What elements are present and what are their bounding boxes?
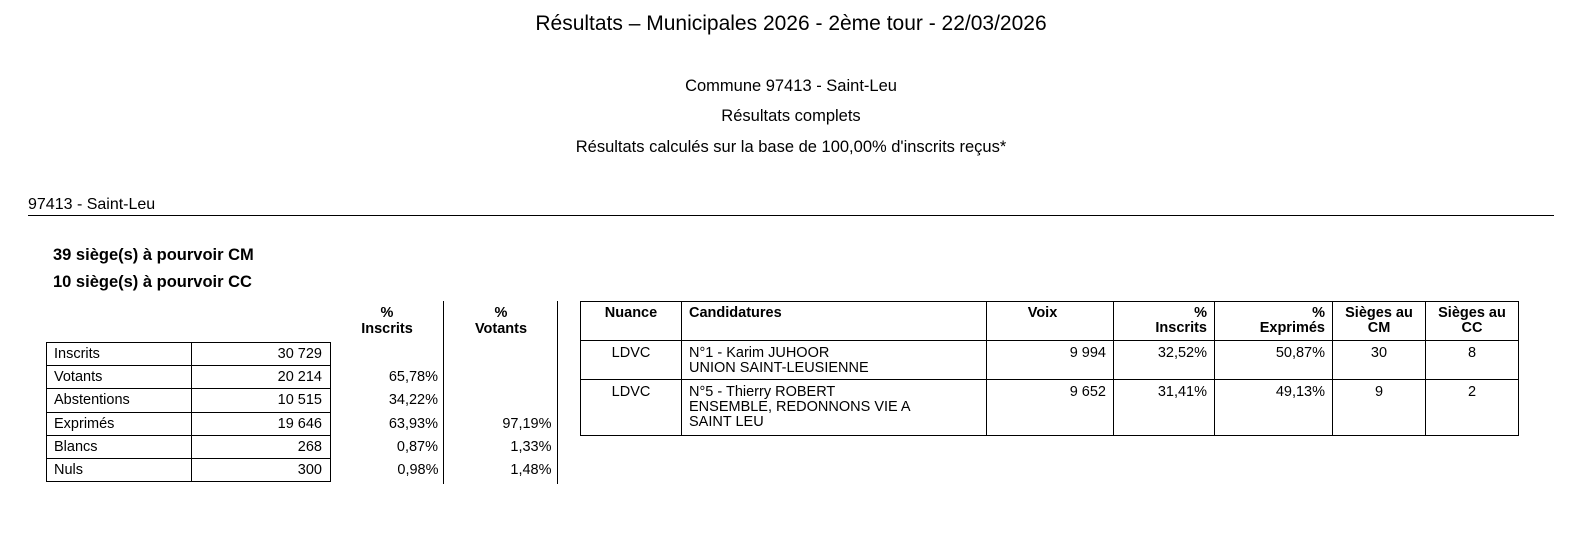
stats-pct-votants: 97,19% — [502, 415, 552, 432]
stats-pct-votants — [445, 389, 559, 412]
stats-label: Abstentions — [47, 389, 192, 412]
stats-pct-votants: 1,33% — [510, 438, 552, 455]
stats-label: Blancs — [47, 435, 192, 458]
candidate-pct-exprimes: 49,13% — [1215, 380, 1333, 436]
candidate-pct-inscrits: 31,41% — [1114, 380, 1215, 436]
candidate-name — [682, 341, 987, 380]
candidate-sieges-cm: 9 — [1333, 380, 1426, 436]
stats-row — [47, 435, 559, 458]
stats-label: Nuls — [47, 458, 192, 481]
candidate-sieges-cm: 30 — [1333, 341, 1426, 380]
stats-table — [46, 342, 559, 482]
stats-label: Votants — [47, 366, 192, 389]
commune-subtitle: Commune 97413 - Saint-Leu — [685, 77, 897, 95]
stats-header-pct-votants: % Votants — [444, 305, 558, 337]
candidate-list-line: SAINT LEU — [689, 414, 764, 430]
candidate-voix: 9 652 — [987, 380, 1114, 436]
candidate-name-line: N°1 - Karim JUHOOR — [689, 345, 830, 361]
header-sieges-cc: Sièges au CC — [1426, 302, 1519, 341]
candidate-sieges-cc: 2 — [1426, 380, 1519, 436]
stats-pct-votants — [445, 366, 559, 389]
candidate-nuance: LDVC — [581, 341, 682, 380]
header-voix: Voix — [987, 302, 1114, 341]
stats-pct-inscrits: 34,22% — [388, 392, 438, 409]
header-candidatures: Candidatures — [682, 302, 987, 341]
stats-value: 10 515 — [192, 389, 331, 412]
stats-value: 268 — [192, 435, 331, 458]
stats-pct-votants — [445, 343, 559, 366]
stats-value: 30 729 — [192, 343, 331, 366]
header-pct-inscrits: % Inscrits — [1114, 302, 1215, 341]
stats-pct-inscrits: 0,87% — [396, 438, 438, 455]
stats-pct-inscrits: 63,93% — [388, 415, 438, 432]
stats-value: 300 — [192, 458, 331, 481]
candidate-row — [581, 380, 1519, 436]
stats-pct-inscrits: 65,78% — [388, 369, 438, 386]
stats-pct-inscrits: 0,98% — [397, 462, 439, 479]
candidates-table — [580, 301, 1519, 436]
stats-label: Inscrits — [47, 343, 192, 366]
stats-pct-inscrits — [331, 343, 445, 366]
page-title: Résultats – Municipales 2026 - 2ème tour - 22/03/2026 — [535, 12, 1047, 35]
results-status: Résultats complets — [721, 107, 861, 125]
seats-cm: 39 siège(s) à pourvoir CM — [53, 246, 254, 264]
stats-pct-votants: 1,48% — [510, 462, 552, 479]
candidate-sieges-cc: 8 — [1426, 341, 1519, 380]
candidate-voix: 9 994 — [987, 341, 1114, 380]
stats-header-pct-inscrits: % Inscrits — [361, 305, 413, 337]
stats-row — [47, 389, 559, 412]
candidates-header-row — [581, 302, 1519, 341]
candidate-nuance: LDVC — [581, 380, 682, 436]
candidate-row — [581, 341, 1519, 380]
header-nuance: Nuance — [581, 302, 682, 341]
candidate-pct-exprimes: 50,87% — [1215, 341, 1333, 380]
header-sieges-cm: Sièges au CM — [1333, 302, 1426, 341]
candidate-name-line: N°5 - Thierry ROBERT — [689, 384, 836, 400]
stats-row — [47, 458, 559, 481]
stats-header-votants-label: Votants — [474, 321, 528, 337]
stats-row — [47, 343, 559, 366]
candidate-list-line: UNION SAINT-LEUSIENNE — [689, 360, 869, 376]
seats-cc: 10 siège(s) à pourvoir CC — [53, 273, 252, 291]
header-pct-exprimes: % Exprimés — [1215, 302, 1333, 341]
results-basis: Résultats calculés sur la base de 100,00% d'inscrits reçus* — [575, 138, 1007, 156]
section-heading: 97413 - Saint-Leu — [28, 196, 156, 213]
stats-value: 19 646 — [192, 412, 331, 435]
stats-row — [47, 412, 559, 435]
candidate-list-line: ENSEMBLE, REDONNONS VIE A — [689, 399, 911, 415]
section-divider — [28, 215, 1554, 216]
stats-row — [47, 366, 559, 389]
candidate-name — [682, 380, 987, 436]
stats-value: 20 214 — [192, 366, 331, 389]
stats-label: Exprimés — [47, 412, 192, 435]
candidate-pct-inscrits: 32,52% — [1114, 341, 1215, 380]
